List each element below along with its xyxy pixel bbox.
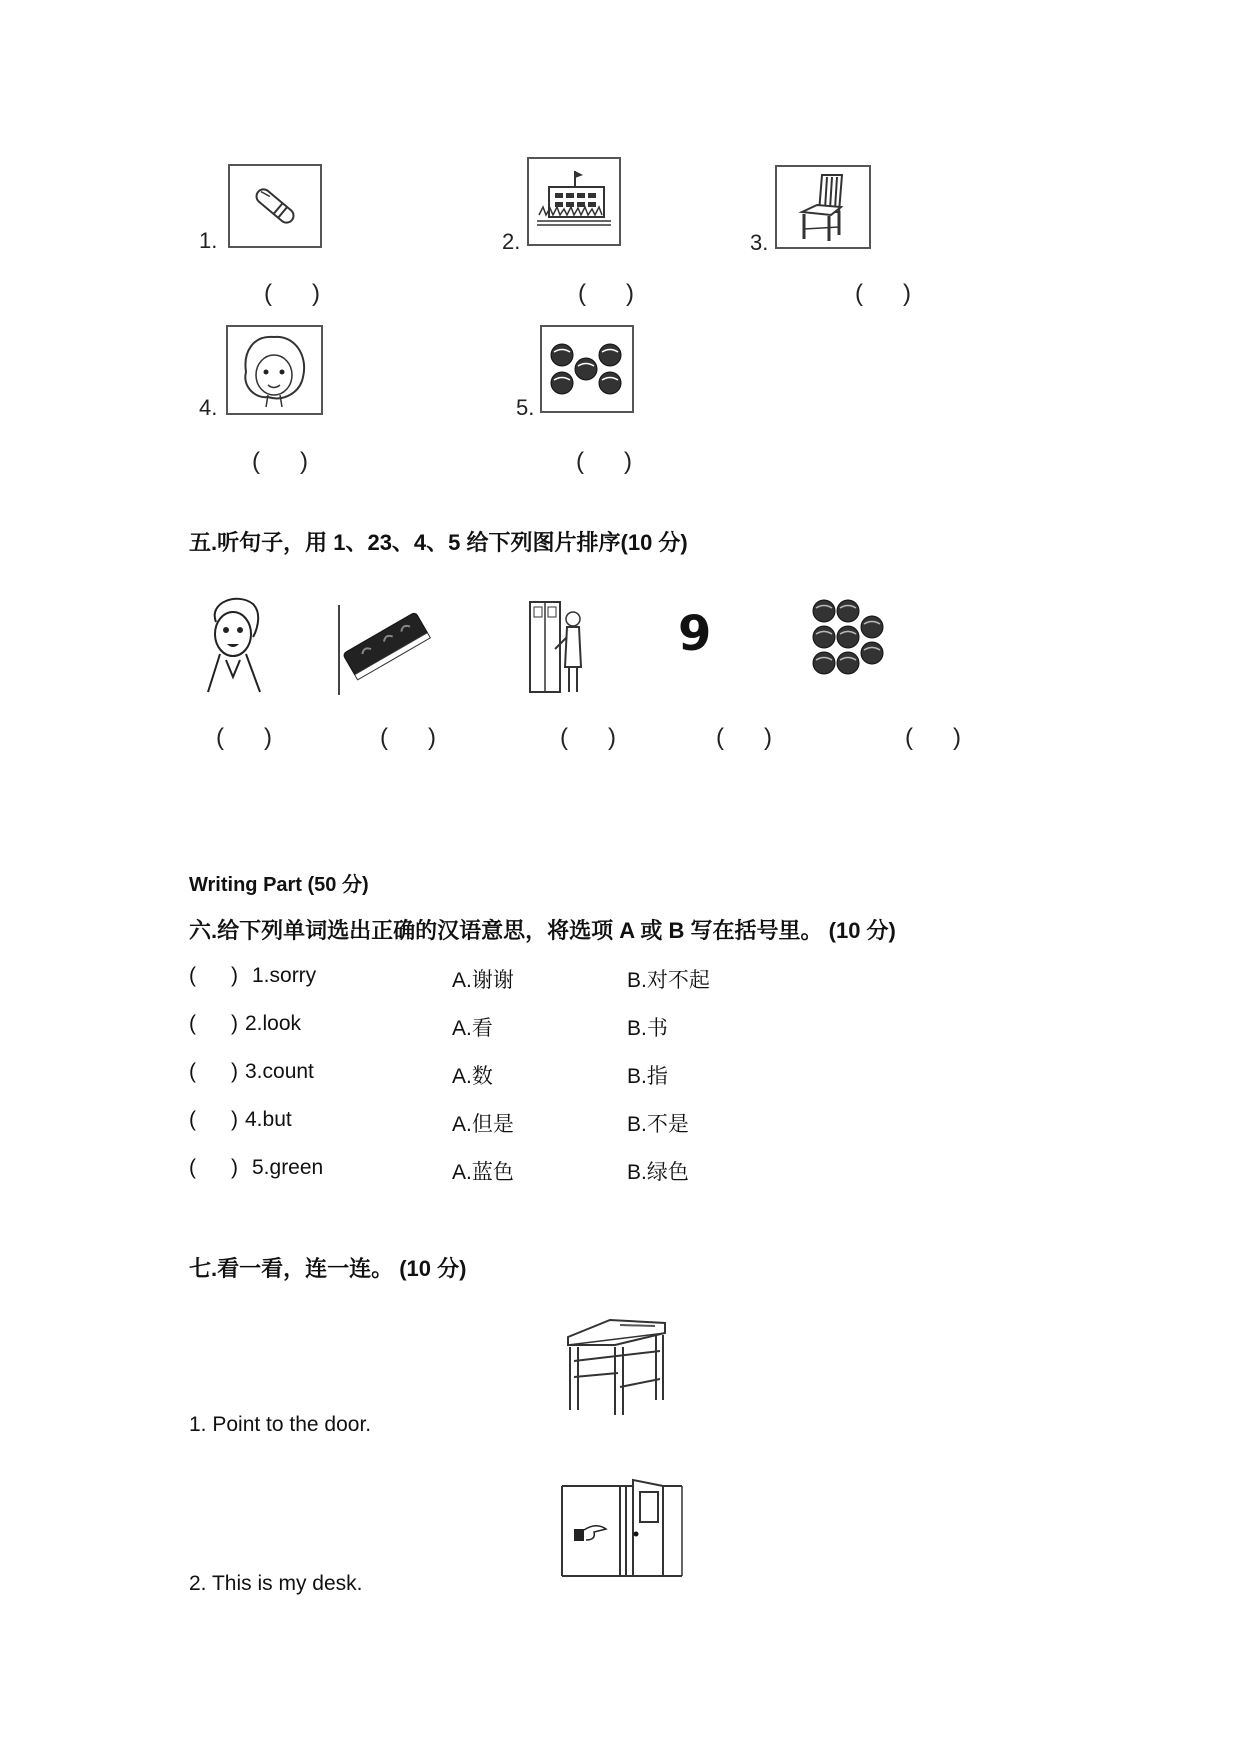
five-balls-icon (542, 327, 632, 411)
nine-balls-icon (810, 597, 910, 692)
picture-girl-face (226, 325, 323, 415)
word: 3.count (245, 1060, 314, 1083)
boy-icon (198, 592, 268, 697)
option-a: A.谢谢 (452, 969, 514, 992)
section5-title: 五.听句子，用 1、23、4、5 给下列图片排序(10 分) (189, 530, 688, 555)
desk-icon (560, 1315, 690, 1420)
answer-blank[interactable]: ( ) (716, 724, 772, 751)
option-a: A.但是 (452, 1113, 514, 1136)
answer-blank[interactable]: ( ) (252, 448, 308, 475)
item-number: 1. (199, 228, 218, 253)
answer-blank[interactable]: ( ) (855, 280, 911, 307)
answer-blank[interactable]: ( ) (189, 1156, 238, 1179)
girl-at-door-icon (525, 597, 605, 697)
option-b: B.不是 (627, 1113, 689, 1136)
writing-part-title: Writing Part (50 分) (189, 874, 369, 896)
answer-blank[interactable]: ( ) (264, 280, 320, 307)
word: 5.green (252, 1156, 324, 1179)
section7-title: 七.看一看，连一连。 (10 分) (189, 1256, 467, 1281)
number-nine-icon: 9 (678, 606, 712, 662)
answer-blank[interactable]: ( ) (189, 1012, 238, 1035)
item-number: 2. (502, 229, 521, 254)
item-number: 3. (750, 230, 769, 255)
answer-blank[interactable]: ( ) (189, 964, 238, 987)
item-number: 4. (199, 395, 218, 420)
answer-blank[interactable]: ( ) (380, 724, 436, 751)
answer-blank[interactable]: ( ) (189, 1060, 238, 1083)
section6-title: 六.给下列单词选出正确的汉语意思，将选项 A 或 B 写在括号里。 (10 分) (189, 918, 896, 943)
pencil-box-icon (336, 600, 436, 695)
picture-chair (775, 165, 871, 249)
picture-five-balls (540, 325, 634, 413)
option-b: B.书 (627, 1017, 668, 1040)
girl-face-icon (228, 327, 321, 413)
word: 1.sorry (252, 964, 317, 987)
match-sentence[interactable]: 2. This is my desk. (189, 1572, 363, 1595)
answer-blank[interactable]: ( ) (578, 280, 634, 307)
picture-school (527, 157, 621, 246)
option-b: B.绿色 (627, 1161, 689, 1184)
option-b: B.指 (627, 1065, 668, 1088)
option-b: B.对不起 (627, 969, 710, 992)
chair-icon (777, 167, 869, 247)
school-icon (529, 159, 619, 244)
option-a: A.蓝色 (452, 1161, 514, 1184)
answer-blank[interactable]: ( ) (576, 448, 632, 475)
answer-blank[interactable]: ( ) (905, 724, 961, 751)
picture-crayon (228, 164, 322, 248)
item-number: 5. (516, 395, 535, 420)
word: 2.look (245, 1012, 302, 1035)
door-pointing-icon (560, 1474, 690, 1584)
option-a: A.看 (452, 1017, 493, 1040)
word: 4.but (245, 1108, 292, 1131)
option-a: A.数 (452, 1065, 493, 1088)
answer-blank[interactable]: ( ) (560, 724, 616, 751)
crayon-icon (230, 166, 320, 246)
answer-blank[interactable]: ( ) (189, 1108, 238, 1131)
answer-blank[interactable]: ( ) (216, 724, 272, 751)
match-sentence[interactable]: 1. Point to the door. (189, 1413, 372, 1436)
